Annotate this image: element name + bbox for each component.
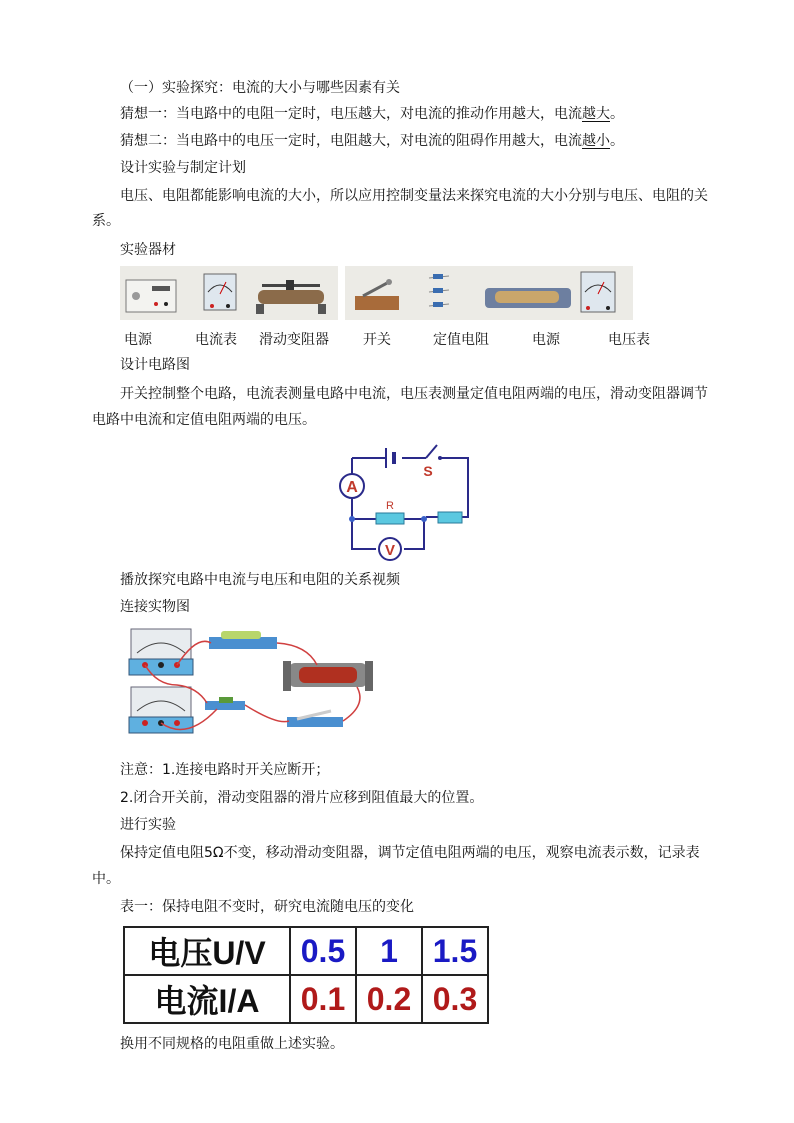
voltage-value-2: 1 [356,927,422,975]
equipment-label-voltmeter: 电压表 [608,332,650,348]
video-text: 播放探究电路中电流与电压和电阻的关系视频 [120,572,400,588]
equipment-photo-right [345,266,633,320]
experiment-text-line-1: 保持定值电阻5Ω不变，移动滑动变阻器，调节定值电阻两端的电压，观察电流表示数，记录表 [120,845,700,861]
circuit-diagram [334,440,484,562]
current-value-3: 0.3 [422,975,488,1023]
equipment-images-right [345,266,633,320]
voltage-label: 电压U/V [148,935,266,971]
voltage-row-header [124,927,290,975]
equipment-heading: 实验器材 [120,242,176,258]
equipment-label-switch: 开关 [363,332,391,348]
current-value-1: 0.1 [290,975,356,1023]
voltage-value-1: 0.5 [290,927,356,975]
voltmeter-image [581,272,615,312]
equipment-label-power-2: 电源 [532,332,560,348]
switch-image [355,296,399,310]
rheostat-symbol [438,512,462,523]
note-one: 注意：1.连接电路时开关应断开； [120,762,330,778]
design-heading: 设计实验与制定计划 [120,160,246,176]
voltage-value-3: 1.5 [422,927,488,975]
guess-two-end: 。 [610,133,624,149]
guess-one-text: 猜想一：当电路中的电阻一定时，电压越大，对电流的推动作用越大，电流 [120,106,582,122]
connect-heading: 连接实物图 [120,599,190,615]
current-row-header [124,975,290,1023]
equipment-photo-left [120,266,338,320]
note-two: 2.闭合开关前，滑动变阻器的滑片应移到阻值最大的位置。 [120,790,484,806]
circuit-text-line-1: 开关控制整个电路，电流表测量电路中电流，电压表测量定值电阻两端的电压，滑动变阻器调节 [120,386,708,402]
table-row [124,975,488,1023]
meter-top-image [129,629,193,675]
guess-one-end: 。 [610,106,624,122]
table-caption: 表一：保持电阻不变时，研究电流随电压的变化 [120,899,414,915]
closing-text: 换用不同规格的电阻重做上述实验。 [120,1036,344,1052]
voltage-current-table [123,926,489,1024]
resistor-symbol [376,513,404,524]
current-value-2: 0.2 [356,975,422,1023]
circuit-heading: 设计电路图 [120,357,190,373]
guess-two-answer: 越小 [582,133,610,149]
equipment-images-left [120,266,338,320]
equipment-label-resistor: 定值电阻 [433,332,489,348]
guess-one [120,104,624,124]
wiring-diagram-image [127,625,379,745]
equipment-label-rheostat: 滑动变阻器 [259,332,329,348]
ammeter-label: A [346,479,358,496]
resistor-label: R [386,500,394,512]
current-label: 电流I/A [154,983,260,1019]
experiment-heading: 进行实验 [120,817,176,833]
voltmeter-label: V [384,542,396,559]
circuit-text-line-2: 电路中电流和定值电阻两端的电压。 [92,412,316,428]
guess-one-answer: 越大 [582,106,610,122]
table-row [124,927,488,975]
design-text-line-2: 系。 [92,213,120,229]
rheostat-image [258,290,324,304]
section-title: （一）实验探究：电流的大小与哪些因素有关 [120,80,400,96]
ammeter-image [204,274,236,310]
switch-label: S [423,463,433,479]
guess-two [120,131,624,151]
resistor-images [429,274,449,307]
experiment-text-line-2: 中。 [92,871,120,887]
equipment-label-ammeter: 电流表 [195,332,237,348]
switch-board-image [287,717,343,727]
design-text-line-1: 电压、电阻都能影响电流的大小，所以应用控制变量法来探究电流的大小分别与电压、电阻的关 [120,188,708,204]
meter-bottom-image [129,687,193,733]
equipment-label-power-1: 电源 [124,332,152,348]
guess-two-text: 猜想二：当电路中的电压一定时，电阻越大，对电流的阻碍作用越大，电流 [120,133,582,149]
